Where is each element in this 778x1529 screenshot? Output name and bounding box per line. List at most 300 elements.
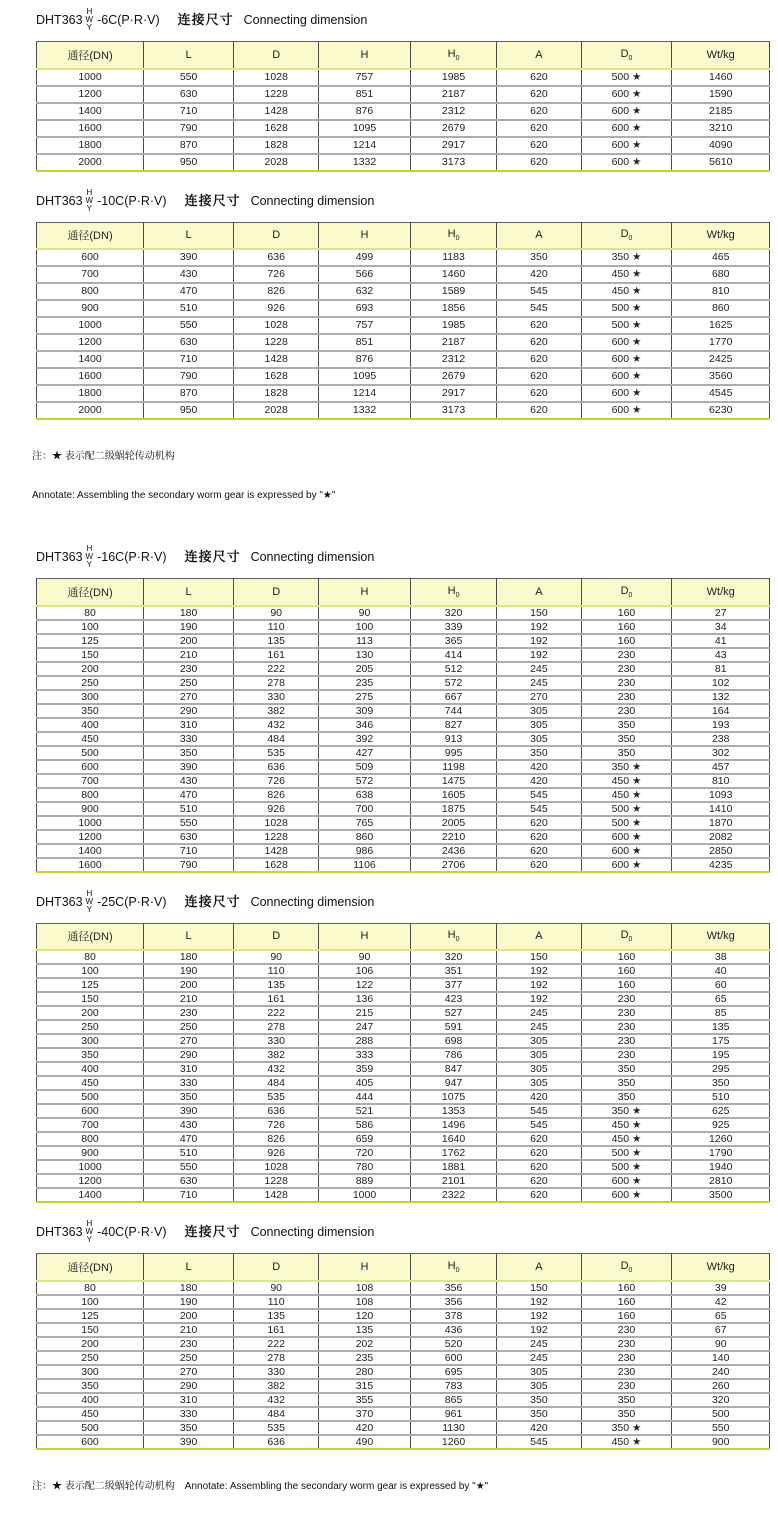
data-cell: 5610 [709,155,733,168]
data-cell: 270 [144,690,234,704]
data-cell: 444 [319,1090,411,1104]
data-cell: 382 [234,704,319,718]
table-row [37,402,770,419]
data-cell: 245 [497,676,581,690]
data-cell: 638 [319,788,411,802]
data-cell: 1332 [319,402,411,419]
data-cell: 90 [672,1337,770,1351]
data-cell: 1428 [234,351,319,368]
data-cell: 278 [234,1020,319,1034]
data-cell: 140 [672,1351,770,1365]
data-cell: 659 [319,1132,411,1146]
data-cell: 545 [497,1118,581,1132]
data-cell: 43 [672,648,770,662]
data-cell: 995 [410,746,496,760]
data-cell: 698 [410,1034,496,1048]
data-cell: 350 ★ [581,1421,672,1435]
data-cell: 500 ★ [581,802,672,816]
table-row [37,662,770,676]
column-header: $D_0$ [581,923,672,950]
table-row [37,746,770,760]
data-cell: 400 [37,1062,144,1076]
data-cell: 1428 [234,1188,319,1202]
data-cell: 600 ★ [581,858,672,872]
data-cell: 161 [234,648,319,662]
data-cell: 305 [497,1034,581,1048]
column-header: L [144,42,234,69]
data-cell: 470 [144,283,234,300]
data-cell: 192 [497,1309,581,1323]
data-cell: 210 [144,992,234,1006]
data-cell: 150 [37,648,144,662]
data-cell: 250 [144,1351,234,1365]
data-cell: 600 ★ [581,86,672,103]
data-cell: 527 [410,1006,496,1020]
data-cell: 420 [497,1090,581,1104]
data-cell: 350 ★ [581,1104,672,1118]
table-row [37,1160,770,1174]
data-cell: 34 [672,620,770,634]
data-cell: 600 ★ [581,1188,672,1202]
data-cell: 550 [672,1421,770,1435]
data-cell: 800 [37,788,144,802]
data-cell: 1093 [672,788,770,802]
model-code: DHT363 [36,894,83,909]
variant-letter: H [86,187,93,197]
data-cell: 1770 [672,334,770,351]
data-cell: 350 [581,1090,672,1104]
data-cell: 790 [144,368,234,385]
data-cell: 499 [319,249,411,266]
data-cell: 1870 [672,816,770,830]
data-cell: 333 [319,1048,411,1062]
data-cell: 950 [144,154,234,171]
data-cell: 192 [497,1295,581,1309]
data-cell: 230 [581,1006,672,1020]
data-cell: 1428 [234,103,319,120]
data-cell: 160 [581,620,672,634]
data-cell: 160 [581,1309,672,1323]
data-cell: 320 [410,606,496,620]
model-code: DHT363 [36,550,83,564]
data-cell: 350 [144,746,234,760]
data-cell: 135 [319,1323,411,1337]
data-cell: 450 ★ [581,774,672,788]
data-cell: 38 [672,950,770,964]
data-cell: 160 [581,606,672,620]
pressure-grade: -6C(P·R·V) [97,13,160,27]
data-cell: 521 [319,1104,411,1118]
table-row [37,690,770,704]
data-cell: 1628 [234,858,319,872]
data-cell: 290 [144,1048,234,1062]
data-cell: 160 [581,950,672,964]
column-header: A [497,579,581,606]
header-row [37,579,770,606]
data-cell: 193 [672,718,770,732]
data-cell: 1628 [234,120,319,137]
data-cell: 1228 [234,830,319,844]
data-cell: 2436 [410,844,496,858]
data-cell: 1460 [672,69,770,86]
data-cell: 420 [497,774,581,788]
data-cell: 278 [234,1351,319,1365]
data-cell: 450 ★ [581,1132,672,1146]
data-cell: 1000 [37,1160,144,1174]
data-cell: 695 [410,1365,496,1379]
data-cell: 600 ★ [581,154,672,171]
data-cell: 790 [144,120,234,137]
data-cell: 160 [581,1295,672,1309]
data-cell: 500 ★ [581,69,672,86]
table-section-6c [36,6,770,172]
data-cell: 726 [234,266,319,283]
data-cell: 1400 [37,351,144,368]
data-cell: 1000 [37,69,144,86]
column-header: 通径(DN) [37,1254,144,1281]
data-cell: 710 [144,1188,234,1202]
data-cell: 125 [37,634,144,648]
data-cell: 423 [410,992,496,1006]
table-row [37,317,770,334]
data-cell: 392 [319,732,411,746]
data-cell: 250 [144,1020,234,1034]
data-cell: 350 [581,1076,672,1090]
data-cell: 3173 [410,402,496,419]
data-cell: 65 [672,992,770,1006]
data-cell: 260 [672,1379,770,1393]
table-row [37,351,770,368]
title-chinese: 连接尺寸 [184,192,241,208]
data-cell: 2425 [672,351,770,368]
data-cell: 1881 [410,1160,496,1174]
data-cell: 572 [319,774,411,788]
data-cell: 870 [144,137,234,154]
data-cell: 200 [144,978,234,992]
data-cell: 310 [144,1062,234,1076]
table-row [37,266,770,283]
data-cell: 430 [144,774,234,788]
data-cell: 470 [144,788,234,802]
data-cell: 377 [410,978,496,992]
data-cell: 860 [672,300,770,317]
data-cell: 1214 [319,385,411,402]
data-cell: 457 [672,760,770,774]
title-chinese: 连接尺寸 [184,893,241,909]
data-cell: 630 [144,86,234,103]
data-cell: 350 [581,732,672,746]
data-cell: 600 [37,760,144,774]
data-cell: 1600 [37,858,144,872]
data-cell: 305 [497,704,581,718]
data-cell: 1200 [37,830,144,844]
data-cell: 230 [581,1020,672,1034]
table-row [37,69,770,86]
data-cell: 710 [144,844,234,858]
data-cell: 1400 [37,844,144,858]
data-cell: 926 [234,1146,319,1160]
data-cell: 1028 [234,816,319,830]
data-cell: 230 [144,1006,234,1020]
table-row [37,86,770,103]
data-cell: 290 [144,1379,234,1393]
data-cell: 350 [581,746,672,760]
data-cell: 305 [497,732,581,746]
table-row [37,385,770,402]
column-header: H [319,222,411,249]
data-cell: 1200 [37,1174,144,1188]
data-cell: 620 [497,858,581,872]
variant-letter: H [86,544,93,553]
data-cell: 310 [144,1393,234,1407]
variant-letter: W [85,195,94,205]
data-cell: 726 [234,1118,319,1132]
column-header: D [234,42,319,69]
data-cell: 390 [144,1435,234,1449]
data-cell: 100 [319,620,411,634]
data-cell: 309 [319,704,411,718]
table-row [37,620,770,634]
data-cell: 420 [319,1421,411,1435]
data-cell: 1790 [672,1146,770,1160]
data-cell: 810 [672,774,770,788]
data-cell: 160 [581,634,672,648]
column-header: H [319,579,411,606]
data-cell: 339 [410,620,496,634]
data-cell: 106 [319,964,411,978]
data-cell: 512 [410,662,496,676]
data-cell: 636 [234,1435,319,1449]
data-cell: 245 [497,1006,581,1020]
data-cell: 1000 [37,816,144,830]
data-cell: 161 [234,992,319,1006]
column-header: D [234,923,319,950]
data-cell: 110 [234,620,319,634]
data-cell: 230 [581,690,672,704]
data-cell: 700 [37,774,144,788]
data-cell: 41 [672,634,770,648]
data-cell: 175 [672,1034,770,1048]
data-cell: 1000 [319,1188,411,1202]
data-cell: 250 [37,676,144,690]
data-cell: 870 [144,385,234,402]
data-cell: 230 [581,1034,672,1048]
data-cell: 600 ★ [581,334,672,351]
footnote-line-cn: 注：★ 表示配二级蜗轮传动机构 [32,451,175,462]
data-cell: 913 [410,732,496,746]
data-cell: 720 [319,1146,411,1160]
title-english: Connecting dimension [250,550,375,564]
data-cell: 680 [672,266,770,283]
data-cell: 1800 [37,137,144,154]
data-cell: 350 [144,1421,234,1435]
data-cell: 1640 [410,1132,496,1146]
data-cell: 215 [319,1006,411,1020]
data-cell: 350 [497,1393,581,1407]
data-cell: 40 [672,964,770,978]
data-cell: 1428 [234,844,319,858]
data-cell: 350 ★ [581,760,672,774]
table-row [37,760,770,774]
data-cell: 1800 [37,385,144,402]
data-cell: 1400 [37,103,144,120]
data-cell: 2706 [410,858,496,872]
column-header: H [319,42,411,69]
data-cell: 450 ★ [581,283,672,300]
data-cell: 39 [672,1281,770,1295]
data-cell: 350 [497,249,581,266]
data-cell: 432 [234,1393,319,1407]
column-header: H [319,923,411,950]
data-cell: 305 [497,1048,581,1062]
data-cell: 2322 [410,1188,496,1202]
title-english: Connecting dimension [243,13,368,27]
variant-letter: W [85,896,94,906]
data-cell: 1762 [410,1146,496,1160]
variant-letter: H [86,1219,93,1228]
data-cell: 710 [144,351,234,368]
data-cell: 620 [497,844,581,858]
data-cell: 80 [37,606,144,620]
data-cell: 192 [497,620,581,634]
data-cell: 726 [234,774,319,788]
data-cell: 108 [319,1281,411,1295]
data-cell: 1625 [672,317,770,334]
data-cell: 1605 [410,788,496,802]
data-cell: 230 [144,1337,234,1351]
data-cell: 545 [497,1104,581,1118]
data-cell: 600 ★ [581,1174,672,1188]
data-cell: 202 [319,1337,411,1351]
data-cell: 420 [497,266,581,283]
data-cell: 351 [410,964,496,978]
column-header: $H_0$ [410,579,496,606]
data-cell: 851 [319,334,411,351]
data-cell: 2312 [410,103,496,120]
data-cell: 1460 [410,266,496,283]
data-cell: 900 [37,802,144,816]
dimension-table-10c [36,222,770,421]
data-cell: 136 [319,992,411,1006]
table-row [37,1323,770,1337]
data-cell: 2101 [410,1174,496,1188]
data-cell: 356 [410,1295,496,1309]
table-row [37,1006,770,1020]
data-cell: 365 [410,634,496,648]
data-cell: 230 [581,1379,672,1393]
footnote-line-en: Annotate: Assembling the secondary worm gear is expressed by "★" [32,490,336,501]
data-cell: 566 [319,266,411,283]
footnote-line: 注：★ 表示配二级蜗轮传动机构 Annotate: Assembling the secondary worm gear is expressed by "★" [32,1480,489,1492]
data-cell: 1875 [410,802,496,816]
data-cell: 847 [410,1062,496,1076]
data-cell: 3173 [410,154,496,171]
data-cell: 1260 [672,1132,770,1146]
data-cell: 925 [672,1118,770,1132]
table-row [37,676,770,690]
data-cell: 135 [234,634,319,648]
data-cell: 545 [497,788,581,802]
header-row [37,1254,770,1281]
data-cell: 100 [37,1295,144,1309]
data-cell: 826 [234,788,319,802]
table-row [37,648,770,662]
data-cell: 586 [319,1118,411,1132]
column-header: 通径(DN) [37,42,144,69]
data-cell: 620 [497,69,581,86]
data-cell: 190 [144,964,234,978]
data-cell: 600 [37,1435,144,1449]
data-cell: 310 [144,718,234,732]
data-cell: 275 [319,690,411,704]
data-cell: 2917 [410,385,496,402]
data-cell: 320 [672,1393,770,1407]
data-cell: 490 [319,1435,411,1449]
data-cell: 620 [497,1188,581,1202]
data-cell: 90 [234,1281,319,1295]
data-cell: 180 [144,1281,234,1295]
data-cell: 122 [319,978,411,992]
dimension-table-6c [36,41,770,172]
data-cell: 90 [319,606,411,620]
table-row [37,1090,770,1104]
data-cell: 1200 [37,334,144,351]
data-cell: 591 [410,1020,496,1034]
table-section-40c [32,1218,770,1519]
model-code: DHT363 [36,1225,83,1239]
data-cell: 961 [410,1407,496,1421]
data-cell: 42 [672,1295,770,1309]
data-cell: 786 [410,1048,496,1062]
data-cell: 350 [581,718,672,732]
data-cell: 484 [234,1076,319,1090]
variant-letter: Y [86,1235,92,1244]
model-code: DHT363 [36,13,83,27]
data-cell: 432 [234,718,319,732]
column-header: $H_0$ [410,1254,496,1281]
data-cell: 620 [497,402,581,419]
data-cell: 6230 [709,404,733,416]
pressure-grade: -40C(P·R·V) [97,1225,167,1239]
data-cell: 270 [497,690,581,704]
data-cell: 1214 [319,137,411,154]
data-cell: 135 [672,1020,770,1034]
column-header: A [497,222,581,249]
column-header: Wt/kg [672,42,770,69]
data-cell: 510 [144,1146,234,1160]
data-cell: 509 [319,760,411,774]
table-row [37,103,770,120]
data-cell: 500 ★ [581,1160,672,1174]
dimension-table-16c [36,578,770,873]
data-cell: 200 [37,1006,144,1020]
column-header: D [234,579,319,606]
data-cell: 290 [144,704,234,718]
data-cell: 359 [319,1062,411,1076]
data-cell: 330 [144,732,234,746]
data-cell: 90 [319,950,411,964]
data-cell: 2187 [410,334,496,351]
data-cell: 378 [410,1309,496,1323]
column-header: Wt/kg [672,579,770,606]
title-english: Connecting dimension [250,1225,375,1239]
data-cell: 500 ★ [581,816,672,830]
data-cell: 192 [497,964,581,978]
data-cell: 390 [144,249,234,266]
data-cell: 350 [37,1048,144,1062]
data-cell: 632 [319,283,411,300]
data-cell: 230 [581,1323,672,1337]
